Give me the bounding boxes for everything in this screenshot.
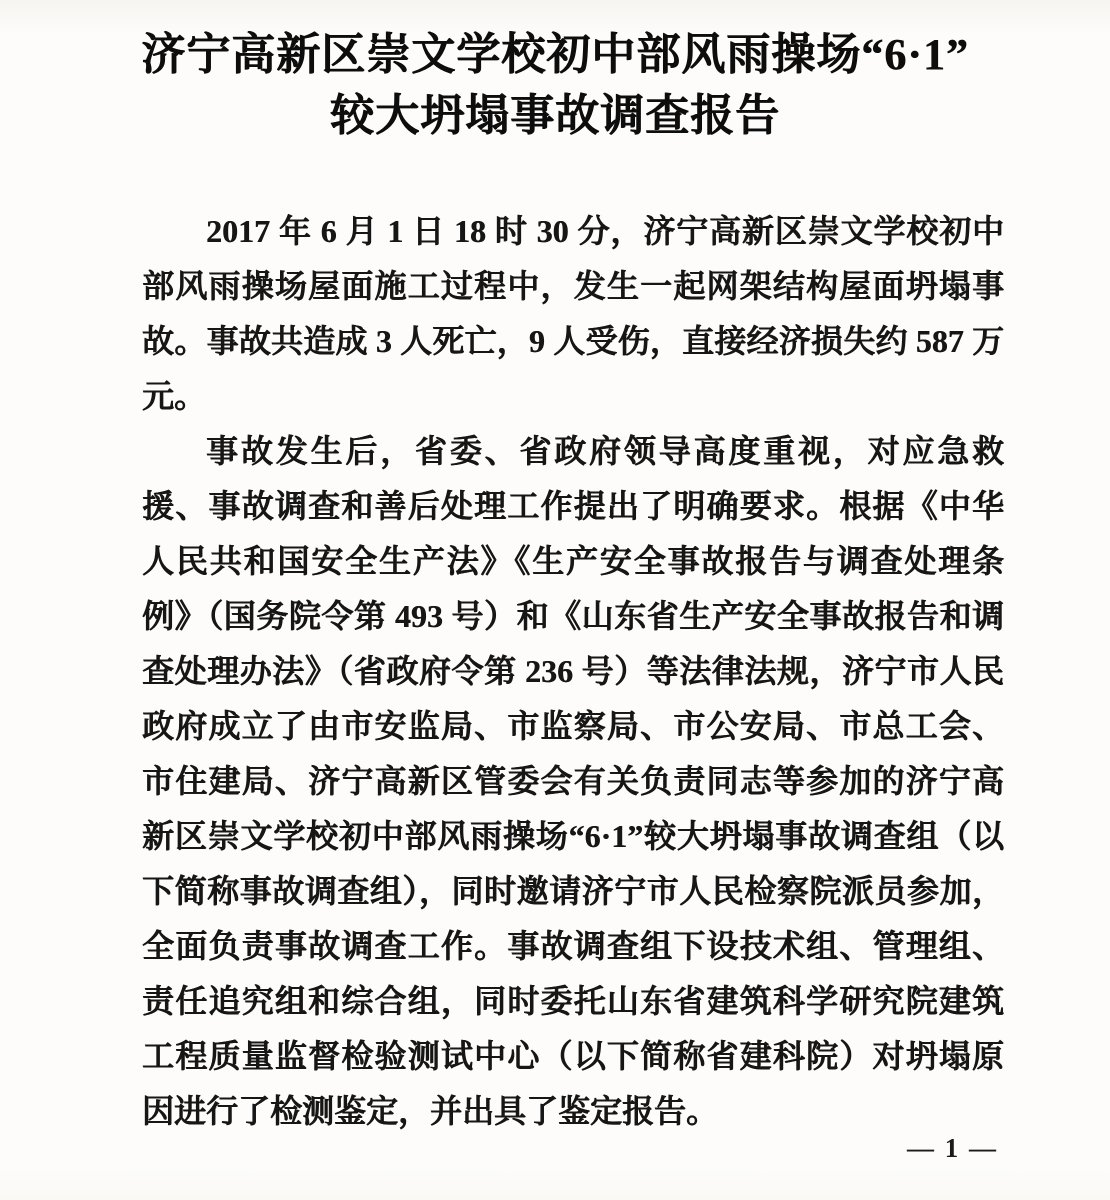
paragraph-incident-summary: 2017 年 6 月 1 日 18 时 30 分，济宁高新区崇文学校初中部风雨操场屋面施工过程中，发生一起网架结构屋面坍塌事故。事故共造成 3 人死亡，9 人受伤，直接经济损失约 587 万元。: [142, 213, 1004, 414]
report-body: [142, 204, 1004, 1139]
report-title-line-2: 较大坍塌事故调查报告: [330, 91, 780, 140]
report-title: [0, 0, 1110, 146]
report-title-line-1: 济宁高新区崇文学校初中部风雨操场“6·1”: [141, 30, 969, 79]
paragraph-investigation-setup: 事故发生后，省委、省政府领导高度重视，对应急救援、事故调查和善后处理工作提出了明确要求。根据《中华人民共和国安全生产法》《生产安全事故报告与调查处理条例》（国务院令第 493 号）和《山东省生产安全事故报告和调查处理办法》（省政府令第 236 号）等法律法规，济宁市人民政府成立了由市安监局、市监察局、市公安局、市总工会、市住建局、济宁高新区管委会有关负责同志等参加的济宁高新区崇文学校初中部风雨操场“6·1”较大坍塌事故调查组（以下简称事故调查组），同时邀请济宁市人民检察院派员参加，全面负责事故调查工作。事故调查组下设技术组、管理组、责任追究组和综合组，同时委托山东省建筑科学研究院建筑工程质量监督检验测试中心（以下简称省建科院）对坍塌原因进行了检测鉴定，并出具了鉴定报告。: [142, 433, 1004, 1129]
page-number: — 1 —: [907, 1133, 998, 1163]
